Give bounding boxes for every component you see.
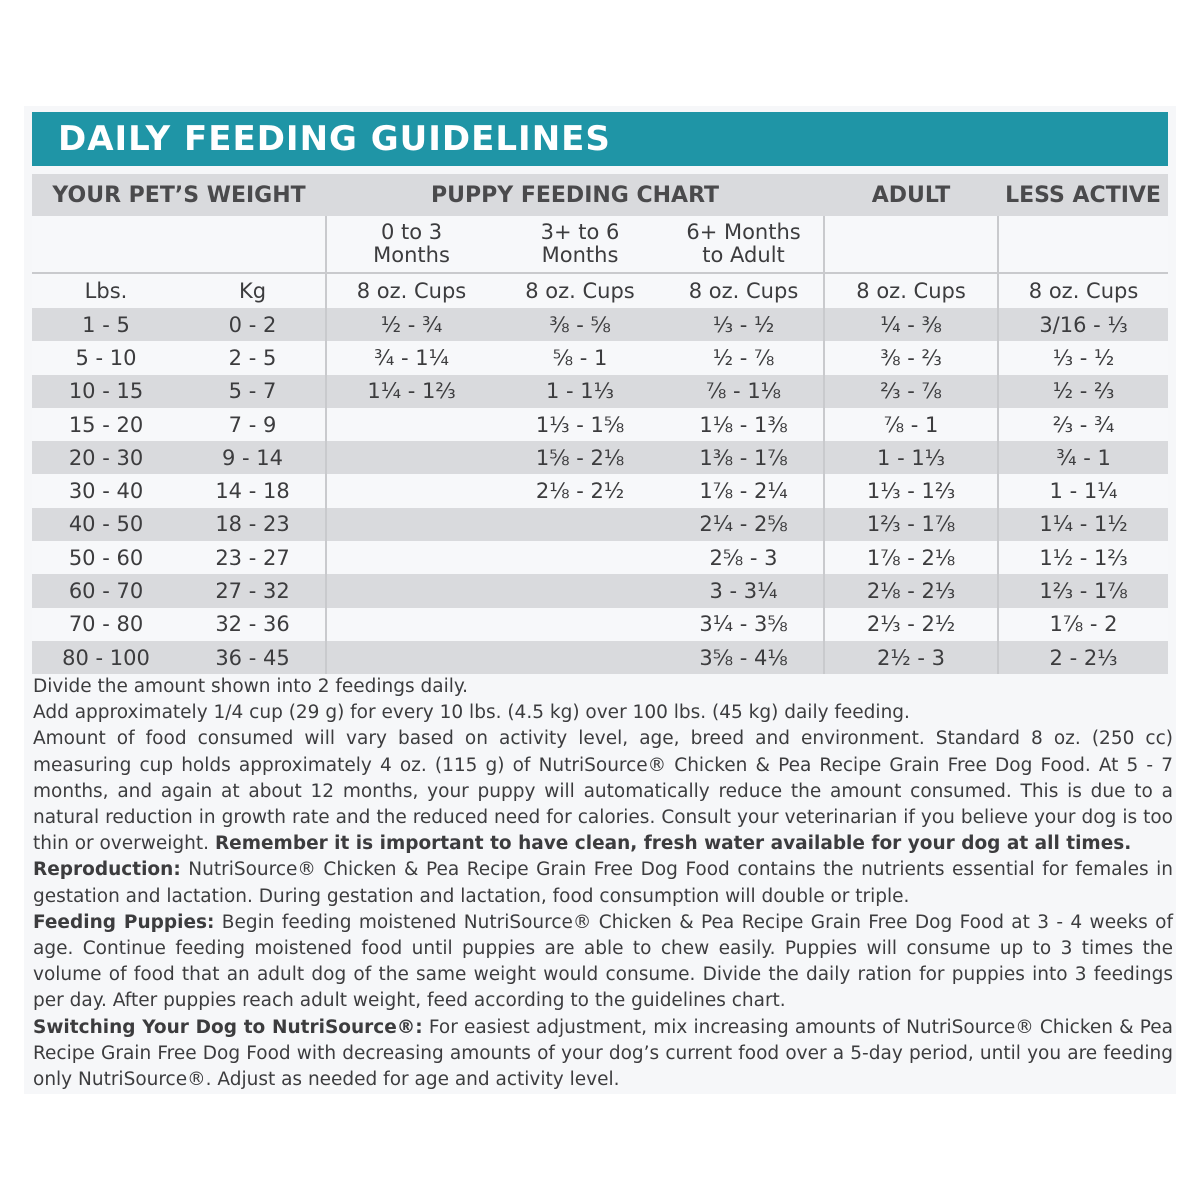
cups-adult: ⅔ - ⅞	[824, 375, 998, 408]
less-active-header: LESS ACTIVE	[998, 174, 1168, 216]
age-header-line: Months	[373, 243, 450, 267]
cups-adult: 2⅓ - 2½	[824, 608, 998, 641]
age-header-line: to Adult	[702, 243, 785, 267]
cups-6-months-adult: 3¼ - 3⅝	[664, 608, 824, 641]
cups-0-3-months	[326, 408, 496, 441]
cups-less-active: ⅔ - ¾	[998, 408, 1168, 441]
cups-6-months-adult: ⅓ - ½	[664, 308, 824, 341]
switching-text: For easiest adjustment, mix increasing amounts of NutriSource® Chicken & Pea Recipe Grain Free Dog Food with decreasing amounts of your dog’s current food over a 5-day period, until you are feeding only NutriSource®. Adjust as needed for age and activity level.	[33, 1016, 1173, 1091]
age-header-line: Months	[541, 243, 619, 267]
note-divide: Divide the amount shown into 2 feedings daily.	[33, 676, 469, 697]
cups-0-3-months	[326, 441, 496, 474]
weight-lbs: 50 - 60	[32, 541, 180, 574]
cups-header: 8 oz. Cups	[998, 273, 1168, 308]
cups-6-months-adult: 3 - 3¼	[664, 574, 824, 607]
weight-kg: 2 - 5	[180, 341, 326, 374]
cups-less-active: 2 - 2⅓	[998, 641, 1168, 674]
weight-lbs: 80 - 100	[32, 641, 180, 674]
cups-6-months-adult: 2¼ - 2⅝	[664, 508, 824, 541]
cups-3-6-months	[496, 641, 664, 674]
cups-0-3-months	[326, 474, 496, 507]
weight-lbs: 30 - 40	[32, 474, 180, 507]
table-row	[32, 341, 1168, 374]
note-feeding-puppies	[33, 910, 1173, 1015]
cups-less-active: 1⅞ - 2	[998, 608, 1168, 641]
feeding-puppies-label: Feeding Puppies:	[33, 911, 215, 933]
switching-label: Switching Your Dog to NutriSource®:	[33, 1016, 423, 1038]
weight-kg: 5 - 7	[180, 375, 326, 408]
cups-adult: 1⅔ - 1⅞	[824, 508, 998, 541]
weight-lbs: 60 - 70	[32, 574, 180, 607]
table-row	[32, 641, 1168, 674]
cups-6-months-adult: ⅞ - 1⅛	[664, 375, 824, 408]
weight-kg: 27 - 32	[180, 574, 326, 607]
cups-less-active: ½ - ⅔	[998, 375, 1168, 408]
weight-lbs: 70 - 80	[32, 608, 180, 641]
header-row-main	[32, 174, 1168, 216]
lbs-header: Lbs.	[32, 273, 180, 308]
cups-adult: 1⅞ - 2⅛	[824, 541, 998, 574]
reproduction-text: NutriSource® Chicken & Pea Recipe Grain Free Dog Food contains the nutrients essential for females in gestation and lactation. During gestation and lactation, food consumption will double or triple.	[33, 859, 1174, 907]
cups-less-active: 1½ - 1⅔	[998, 541, 1168, 574]
reproduction-label: Reproduction:	[33, 859, 181, 881]
weight-kg: 0 - 2	[180, 308, 326, 341]
weight-lbs: 5 - 10	[32, 341, 180, 374]
cups-adult: 1 - 1⅓	[824, 441, 998, 474]
cups-3-6-months	[496, 608, 664, 641]
cups-0-3-months	[326, 641, 496, 674]
feeding-notes	[33, 674, 1173, 1093]
cups-less-active: ⅓ - ½	[998, 341, 1168, 374]
cups-6-months-adult: 3⅝ - 4⅛	[664, 641, 824, 674]
table-row	[32, 474, 1168, 507]
weight-kg: 7 - 9	[180, 408, 326, 441]
header-row-units	[32, 273, 1168, 308]
table-row	[32, 441, 1168, 474]
cups-3-6-months: 1⅝ - 2⅛	[496, 441, 664, 474]
weight-lbs: 1 - 5	[32, 308, 180, 341]
kg-header: Kg	[180, 273, 326, 308]
cups-header: 8 oz. Cups	[326, 273, 496, 308]
cups-6-months-adult: 1⅛ - 1⅜	[664, 408, 824, 441]
table-row	[32, 408, 1168, 441]
cups-3-6-months	[496, 541, 664, 574]
table-row	[32, 574, 1168, 607]
cups-3-6-months: 2⅛ - 2½	[496, 474, 664, 507]
note-water: Remember it is important to have clean, fresh water available for your dog at all times.	[214, 833, 1132, 855]
cups-0-3-months: 1¼ - 1⅔	[326, 375, 496, 408]
header-row-ages	[32, 216, 1168, 273]
puppy-chart-header: PUPPY FEEDING CHART	[326, 174, 824, 216]
cups-header: 8 oz. Cups	[496, 273, 664, 308]
note-reproduction	[33, 857, 1173, 909]
table-row	[32, 375, 1168, 408]
cups-0-3-months	[326, 541, 496, 574]
cups-3-6-months	[496, 508, 664, 541]
cups-less-active: 1 - 1¼	[998, 474, 1168, 507]
cups-0-3-months: ¾ - 1¼	[326, 341, 496, 374]
table-row	[32, 308, 1168, 341]
age-header-6-adult	[664, 216, 824, 273]
weight-kg: 36 - 45	[180, 641, 326, 674]
cups-6-months-adult: 2⅝ - 3	[664, 541, 824, 574]
table-row	[32, 541, 1168, 574]
cups-adult: 1⅓ - 1⅔	[824, 474, 998, 507]
cups-adult: ⅞ - 1	[824, 408, 998, 441]
cups-less-active: 3/16 - ⅓	[998, 308, 1168, 341]
adult-age-blank	[824, 216, 998, 273]
age-header-line: 3+ to 6	[540, 220, 620, 244]
weight-kg: 23 - 27	[180, 541, 326, 574]
cups-less-active: 1⅔ - 1⅞	[998, 574, 1168, 607]
age-header-line: 0 to 3	[380, 220, 443, 244]
cups-adult: 2⅛ - 2⅓	[824, 574, 998, 607]
cups-3-6-months: ⅜ - ⅝	[496, 308, 664, 341]
table-row	[32, 508, 1168, 541]
cups-6-months-adult: 1⅞ - 2¼	[664, 474, 824, 507]
cups-0-3-months	[326, 508, 496, 541]
cups-0-3-months	[326, 608, 496, 641]
adult-header: ADULT	[824, 174, 998, 216]
cups-0-3-months	[326, 574, 496, 607]
cups-header: 8 oz. Cups	[664, 273, 824, 308]
cups-less-active: 1¼ - 1½	[998, 508, 1168, 541]
age-header-3-6	[496, 216, 664, 273]
note-switching	[33, 1015, 1173, 1094]
note-amount	[33, 726, 1173, 857]
weight-lbs: 15 - 20	[32, 408, 180, 441]
cups-3-6-months: 1⅓ - 1⅝	[496, 408, 664, 441]
weight-lbs: 20 - 30	[32, 441, 180, 474]
weight-kg: 32 - 36	[180, 608, 326, 641]
cups-0-3-months: ½ - ¾	[326, 308, 496, 341]
table-row	[32, 608, 1168, 641]
weight-lbs: 40 - 50	[32, 508, 180, 541]
cups-6-months-adult: ½ - ⅞	[664, 341, 824, 374]
cups-adult: 2½ - 3	[824, 641, 998, 674]
cups-adult: ⅜ - ⅔	[824, 341, 998, 374]
less-active-age-blank	[998, 216, 1168, 273]
cups-3-6-months	[496, 574, 664, 607]
cups-3-6-months: ⅝ - 1	[496, 341, 664, 374]
age-header-line: 6+ Months	[686, 220, 801, 244]
weight-lbs: 10 - 15	[32, 375, 180, 408]
weight-kg: 9 - 14	[180, 441, 326, 474]
weight-kg: 14 - 18	[180, 474, 326, 507]
weight-age-blank	[32, 216, 326, 273]
weight-header: YOUR PET’S WEIGHT	[32, 174, 326, 216]
cups-less-active: ¾ - 1	[998, 441, 1168, 474]
feeding-chart-table	[32, 174, 1168, 674]
weight-kg: 18 - 23	[180, 508, 326, 541]
age-header-0-3	[326, 216, 496, 273]
note-over-100: Add approximately 1/4 cup (29 g) for every 10 lbs. (4.5 kg) over 100 lbs. (45 kg) daily feeding.	[33, 702, 910, 724]
cups-3-6-months: 1 - 1⅓	[496, 375, 664, 408]
cups-adult: ¼ - ⅜	[824, 308, 998, 341]
cups-6-months-adult: 1⅜ - 1⅞	[664, 441, 824, 474]
note-amount-text: Amount of food consumed will vary based on activity level, age, breed and environment. Standard 8 oz. (250 cc) measuring cup holds approximately 4 oz. (115 g) of NutriSource® Chicken & Pea Recipe Grain Free Dog Food. At 5 - 7 months, and again at about 12 months, your puppy will automatically reduce the amount consumed. This is due to a natural reduction in growth rate and the reduced need for calories. Consult your veterinarian if you believe your dog is too thin or overweight.	[33, 728, 1173, 855]
cups-header: 8 oz. Cups	[824, 273, 998, 308]
feeding-puppies-text: Begin feeding moistened NutriSource® Chicken & Pea Recipe Grain Free Dog Food at 3 - 4 weeks of age. Continue feeding moistened food until puppies are able to chew easily. Puppies will consume up to 3 times the volume of food that an adult dog of the same weight would consume. Divide the daily ration for puppies into 3 feedings per day. After puppies reach adult weight, feed according to the guidelines chart.	[33, 911, 1174, 1012]
page-title: DAILY FEEDING GUIDELINES	[58, 119, 611, 159]
